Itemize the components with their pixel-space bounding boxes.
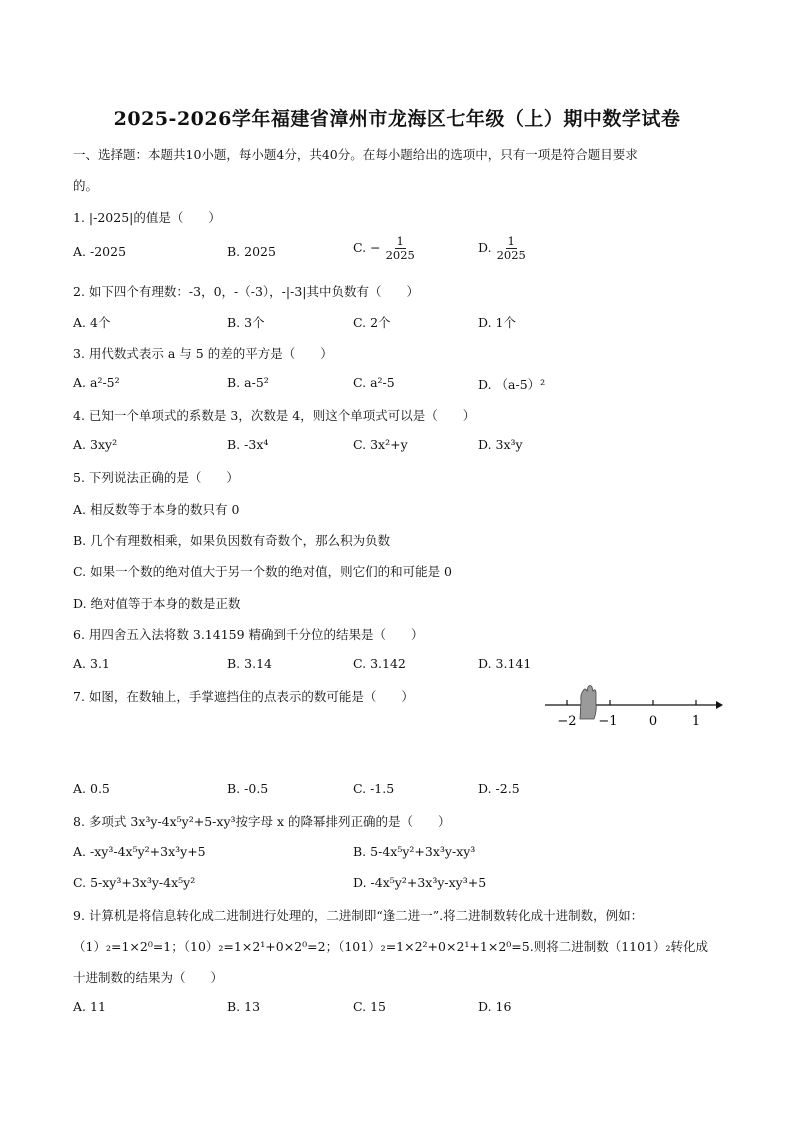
option-c: C. 2个 [353,315,391,330]
option-d: D. 3x³y [478,437,523,452]
option-d: D. （a-5）² [478,377,546,392]
option-c: C. 3.142 [353,656,406,671]
option-d: D. 16 [478,999,512,1014]
question-2-options [73,313,723,339]
question-9-stem-line3: 十进制数的结果为（ ） [73,970,224,985]
question-5-stem: 5. 下列说法正确的是（ ） [73,470,239,485]
option-d: D. -2.5 [478,781,520,796]
number-line-figure [540,683,725,733]
label-minus-1: −1 [598,714,618,729]
question-5-statement-d: D. 绝对值等于本身的数是正数 [73,596,241,611]
option-b: B. 3.14 [227,656,272,671]
question-9-stem-line2: （1）₂=1×2⁰=1；（10）₂=1×2¹+0×2⁰=2；（101）₂=1×2²+0×2¹+1×2⁰=5.则将二进制数（1101）₂转化成 [73,939,709,954]
question-8-stem: 8. 多项式 3x³y-4x⁵y²+5-xy³按字母 x 的降幂排列正确的是（ ） [73,814,451,829]
section-heading-line1: 一、选择题：本题共10小题，每小题4分，共40分。在每小题给出的选项中，只有一项是符合题目要求 [73,147,638,162]
fraction: $\frac{1}{2025}$ [385,234,415,262]
question-7-stem: 7. 如图，在数轴上，手掌遮挡住的点表示的数可能是（ ） [73,689,414,704]
question-8-options-row1 [73,844,723,870]
option-c: C. 15 [353,999,386,1014]
question-7-options [73,781,723,807]
question-6-options [73,656,723,682]
option-a: A. 11 [73,999,106,1014]
option-b: B. -3x⁴ [227,437,269,452]
question-2-stem: 2. 如下四个有理数：-3，0，-（-3），-|-3|其中负数有（ ） [73,284,420,299]
label-minus-2: −2 [557,714,577,729]
question-4-stem: 4. 已知一个单项式的系数是 3，次数是 4，则这个单项式可以是（ ） [73,408,476,423]
question-5-statement-c: C. 如果一个数的绝对值大于另一个数的绝对值，则它们的和可能是 0 [73,564,452,579]
hand-icon [580,686,596,720]
number-line-arrow-icon [716,701,723,709]
option-c: C. 3x²+y [353,437,408,452]
option-a: A. -xy³-4x⁵y²+3x³y+5 [73,844,206,859]
question-1-stem: 1. |-2025|的值是（ ） [73,210,221,225]
option-d: D. -4x⁵y²+3x³y-xy³+5 [353,875,487,890]
option-a: A. 0.5 [73,781,110,796]
question-9-options [73,999,723,1025]
option-d: D. $\frac{1}{2025}$ [478,234,526,262]
question-3-stem: 3. 用代数式表示 a 与 5 的差的平方是（ ） [73,346,333,361]
question-1-options [73,234,723,270]
question-9-stem-line1: 9. 计算机是将信息转化成二进制进行处理的，二进制即“逢二进一”.将二进制数转化成十进制数，例如： [73,908,644,923]
question-4-options [73,437,723,463]
option-d: D. 3.141 [478,656,532,671]
question-8-options-row2 [73,875,723,901]
question-5-statement-a: A. 相反数等于本身的数只有 0 [73,502,240,517]
option-c: C. 5-xy³+3x³y-4x⁵y² [73,875,196,890]
question-5-statement-b: B. 几个有理数相乘，如果负因数有奇数个，那么积为负数 [73,533,391,548]
option-a: A. 3.1 [73,656,110,671]
label-1: 1 [691,714,701,729]
section-heading-line2: 的。 [73,178,99,193]
option-c: C. a²-5 [353,375,395,390]
question-3-options [73,375,723,401]
option-b: B. 2025 [227,244,276,259]
option-a: A. 3xy² [73,437,118,452]
option-b: B. -0.5 [227,781,269,796]
option-b: B. 5-4x⁵y²+3x³y-xy³ [353,844,476,859]
option-a: A. 4个 [73,315,111,330]
option-a: A. a²-5² [73,375,120,390]
option-a: A. -2025 [73,244,127,259]
option-b: B. a-5² [227,375,269,390]
option-b: B. 3个 [227,315,265,330]
exam-title: 2025-2026学年福建省漳州市龙海区七年级（上）期中数学试卷 [113,108,681,130]
fraction: $\frac{1}{2025}$ [496,234,526,262]
option-d: D. 1个 [478,315,516,330]
question-6-stem: 6. 用四舍五入法将数 3.14159 精确到千分位的结果是（ ） [73,627,424,642]
option-b: B. 13 [227,999,261,1014]
option-c: C. -1.5 [353,781,395,796]
label-0: 0 [648,714,658,729]
option-c: C. − $\frac{1}{2025}$ [353,234,415,262]
